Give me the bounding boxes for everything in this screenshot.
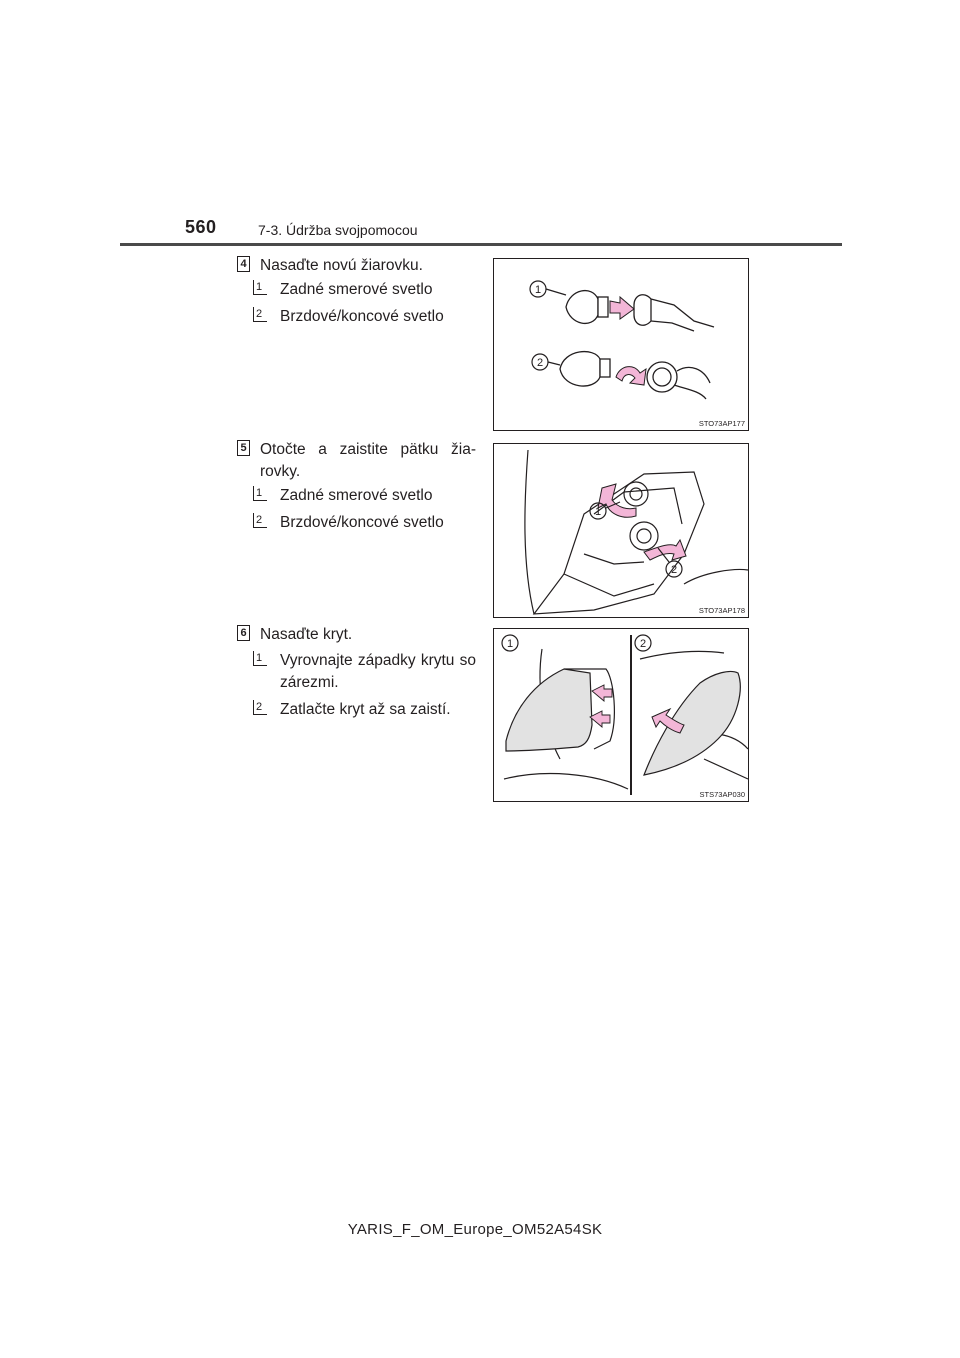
step-5-text: Otočte a zaistite pätku žia-rovky. [260, 441, 476, 480]
step-5-item-1-number: 1 [253, 486, 267, 501]
upper-insert-arrow [610, 297, 634, 319]
step-6-figure [493, 628, 749, 802]
turn-signal-bulb-drawing [566, 291, 714, 331]
step-6-item-2-number: 2 [253, 700, 267, 715]
page-number: 560 [185, 217, 217, 237]
upper-rotate-arrow [598, 484, 636, 517]
step-6-item-1-number: 1 [253, 651, 267, 666]
step-5-item-2-text: Brzdové/koncové svetlo [280, 514, 444, 531]
step-5-badge: 5 [237, 440, 250, 456]
footer-text: YARIS_F_OM_Europe_OM52A54SK [347, 1221, 603, 1238]
cover-left [506, 669, 592, 751]
tail-lamp-housing-drawing [525, 450, 748, 614]
section-title: 7-3. Údržba svojpomocou [258, 222, 418, 238]
step-4-figure [493, 258, 749, 431]
step-5-figure [493, 443, 749, 618]
step-4-badge: 4 [237, 256, 250, 272]
callout-1-label: 1 [534, 284, 542, 296]
step-4-item-1-text: Zadné smerové svetlo [280, 281, 433, 298]
lower-rotate-arrow [616, 367, 646, 385]
callout-2-label: 2 [536, 357, 544, 369]
document-footer [0, 1221, 960, 1238]
tab-arrow-lower [590, 711, 610, 727]
figure-code: STS73AP030 [699, 790, 745, 799]
header-rule [120, 243, 842, 246]
tab-arrow-upper [592, 685, 612, 701]
step-4-item-2-number: 2 [253, 307, 267, 322]
step-6-item-1-text: Vyrovnajte západky krytu so zárezmi. [280, 652, 476, 691]
callout-2-label: 2 [670, 564, 678, 576]
step-4-item-2-text: Brzdové/koncové svetlo [280, 308, 444, 325]
step-6-item-2-text: Zatlačte kryt až sa zaistí. [280, 701, 451, 718]
figure-code: STO73AP177 [698, 419, 745, 428]
step-6-text: Nasaďte kryt. [260, 626, 353, 643]
step-4-item-1-number: 1 [253, 280, 267, 295]
figure-code: STO73AP178 [698, 606, 745, 615]
callout-1-label: 1 [506, 638, 514, 650]
step-6-badge: 6 [237, 625, 250, 641]
callout-1-label: 1 [594, 506, 602, 518]
step-5-item-1-text: Zadné smerové svetlo [280, 487, 433, 504]
callout-2-label: 2 [639, 638, 647, 650]
step-5-item-2-number: 2 [253, 513, 267, 528]
step-4-text: Nasaďte novú žiarovku. [260, 257, 423, 274]
